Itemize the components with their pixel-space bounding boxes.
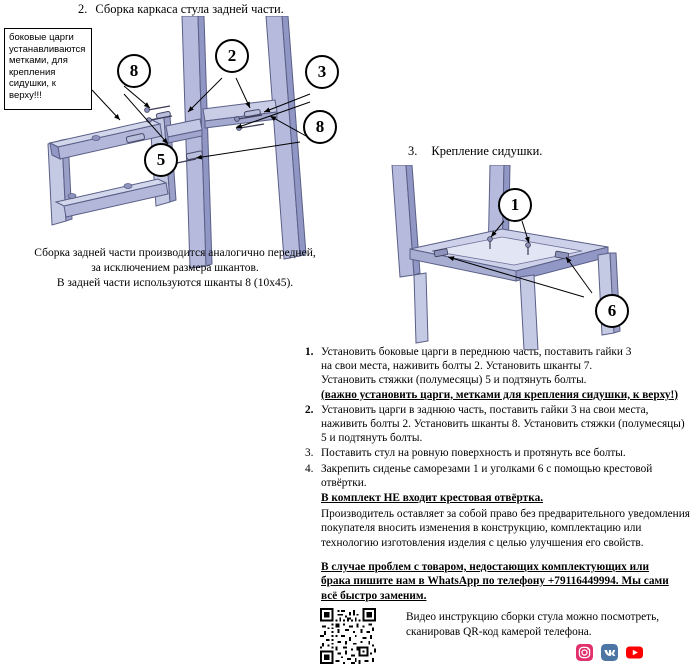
youtube-icon[interactable]: [626, 644, 643, 661]
instruction-item-2: [305, 403, 697, 446]
instruction-3-line-1: Поставить стул на ровную поверхность и протянуть все болты.: [321, 447, 626, 460]
support-line-1: В случае проблем с товаром, недостающих комплектующих или: [321, 560, 649, 573]
disclaimer-line-2: покупателя вносить изменения в конструкцию, комплектацию или: [321, 522, 642, 535]
instruction-number-2: 2.: [305, 403, 314, 416]
instruction-item-4: [305, 462, 697, 490]
caption-line-2: за исключением размера шкантов.: [91, 262, 259, 274]
instruction-2-line-1: Установить царги в заднюю часть, поставить гайки 3 на свои места,: [321, 403, 649, 416]
step-3-number: 3.: [408, 144, 418, 158]
support-line-3: всё быстро заменим.: [321, 589, 427, 602]
figure-rear-frame-caption: [0, 246, 350, 291]
step-2-title: [78, 2, 284, 17]
instruction-4-line-2: отвёртки.: [321, 476, 367, 489]
figure-seat-mounting: [370, 165, 690, 350]
callout-6: 6: [595, 294, 629, 328]
step-2-number: 2.: [78, 2, 88, 16]
video-line-2: сканировав QR-код камерой телефона.: [406, 625, 592, 638]
social-icons: [576, 644, 643, 661]
instruction-body-1: [321, 345, 697, 402]
callout-3: 3: [305, 55, 339, 89]
support-line-2: брака пишите нам в WhatsApp по телефону +79116449994. Мы сами: [321, 575, 669, 588]
video-instruction-text: [406, 610, 696, 639]
disclaimer-text: [321, 507, 697, 550]
instruction-number-4: 4.: [305, 462, 314, 475]
callout-2: 2: [215, 39, 249, 73]
instagram-icon[interactable]: [576, 644, 593, 661]
step-3-title: [408, 144, 542, 159]
callout-8-left: 8: [117, 54, 151, 88]
step-2-text: Сборка каркаса стула задней части.: [95, 2, 284, 16]
instruction-2-line-2: наживить болты 2. Установить шканты 8. Установить стяжки (полумесяцы): [321, 418, 685, 431]
callout-8-right: 8: [303, 110, 337, 144]
instruction-4-line-1: Закрепить сиденье саморезами 1 и уголками 6 с помощью крестовой: [321, 462, 653, 475]
instruction-item-1: [305, 345, 697, 402]
instruction-1-line-3: Установить стяжки (полумесяцы) 5 и подтянуть болты.: [321, 374, 587, 387]
caption-line-1: Сборка задней части производится аналогично передней,: [34, 247, 316, 259]
vk-icon[interactable]: [601, 644, 618, 661]
instruction-body-3: [321, 446, 697, 460]
instruction-2-line-3: 5 и подтянуть болты.: [321, 432, 423, 445]
disclaimer-line-1: Производитель оставляет за собой право без предварительного уведомления: [321, 508, 690, 521]
step-3-text: Крепление сидушки.: [431, 144, 543, 158]
instruction-1-line-4: (важно установить царги, метками для крепления сидушки, к верху!): [321, 388, 678, 401]
callout-1: 1: [498, 188, 532, 222]
caption-line-3: В задней части используются шканты 8 (10х45).: [56, 277, 294, 289]
support-notice: [321, 560, 697, 604]
instruction-1-line-2: на свои места, наживить болты 2. Установить шканты 7.: [321, 360, 593, 373]
instruction-body-4: [321, 462, 697, 490]
no-screwdriver-notice: В комплект НЕ входит крестовая отвёртка.: [321, 492, 544, 505]
instruction-1-line-1: Установить боковые царги в переднюю часть, поставить гайки 3: [321, 346, 632, 358]
video-line-1: Видео инструкцию сборки стула можно посмотреть,: [406, 611, 660, 623]
instruction-number-3: 3.: [305, 447, 314, 460]
instruction-body-2: [321, 403, 697, 446]
callout-5: 5: [144, 143, 178, 177]
side-rail-note: боковые царги устанавливаются метками, для крепления сидушки, к верху!!!: [4, 28, 92, 110]
instruction-number-1: 1.: [305, 346, 314, 358]
instructions-list: [305, 345, 697, 603]
instruction-item-3: [305, 446, 697, 460]
disclaimer-line-3: технологию изготовления изделия с целью улучшения его свойств.: [321, 536, 644, 549]
qr-code[interactable]: [320, 608, 376, 664]
qr-section: [320, 608, 696, 664]
